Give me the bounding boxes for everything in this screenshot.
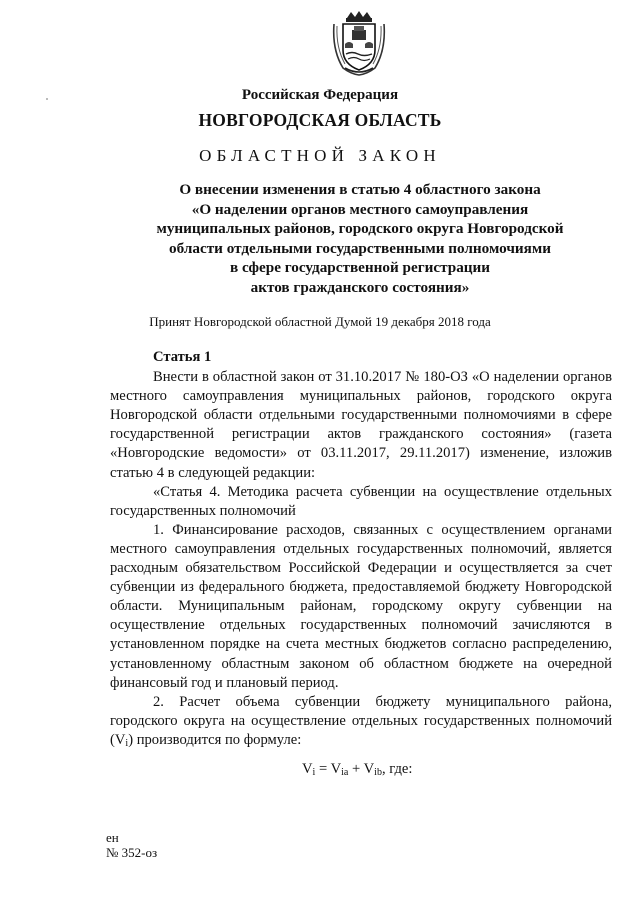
- footer-initials: ен: [106, 830, 119, 845]
- law-type: ОБЛАСТНОЙ ЗАКОН: [199, 146, 441, 165]
- formula-lhs-sub: i: [312, 766, 316, 778]
- region-name: НОВГОРОДСКАЯ ОБЛАСТЬ: [198, 110, 442, 130]
- title-line: в сфере государственной регистрации: [229, 259, 491, 276]
- title-line: муниципальных районов, городского округа Новгородской: [156, 220, 564, 237]
- formula-term2-sub: ib: [374, 766, 382, 778]
- adoption-note: Принят Новгородской областной Думой 19 декабря 2018 года: [149, 314, 491, 329]
- article-body: [110, 348, 612, 779]
- formula-plus: + V: [348, 760, 375, 777]
- article-intro: Внести в областной закон от 31.10.2017 № 180-ОЗ «О наделении органов местного самоуправления муниципальных районов, городского округа Новгородской области отдельными государственными полномочиями в сфере государственной регистрации актов гражданского состояния» (газета «Новгородские ведомости» от 03.11.2017, 29.11.2017) изменение, изложив статью 4 в следующей редакции:: [110, 369, 612, 481]
- point-2-end: ) производится по формуле:: [128, 731, 302, 748]
- point-2-text: 2. Расчет объема субвенции бюджету муниципального района, городского округа на осуществление отдельных государственных полномочий (V: [110, 693, 612, 748]
- formula-equals: = V: [315, 760, 342, 777]
- formula-lhs: V: [302, 760, 313, 777]
- title-line: «О наделении органов местного самоуправления: [191, 200, 529, 218]
- title-line: О внесении изменения в статью 4 областного закона: [179, 181, 541, 198]
- formula-tail: , где:: [381, 760, 413, 777]
- country-name: Российская Федерация: [241, 87, 399, 103]
- title-line: актов гражданского состояния»: [250, 278, 470, 296]
- article-heading: Статья 1: [153, 349, 212, 365]
- formula: [110, 760, 612, 779]
- quoted-article-heading: «Статья 4. Методика расчета субвенции на осуществление отдельных государственных полномочий: [110, 483, 612, 519]
- law-title: [110, 180, 610, 297]
- paragraph-point-2: [110, 693, 612, 750]
- footer-number: № 352-оз: [106, 845, 158, 860]
- formula-term1-sub: ia: [341, 766, 349, 778]
- coat-of-arms-icon: [331, 10, 387, 76]
- document-footer: [106, 830, 157, 860]
- point-2-subscript: i: [125, 737, 129, 749]
- title-line: области отдельными государственными полномочиями: [169, 239, 551, 257]
- paragraph-point-1: 1. Финансирование расходов, связанных с осуществлением органами местного самоуправления отдельных государственных полномочий, является расходным обязательством Российской Федерации и осуществляется за счет субвенции из федерального бюджета, предоставляемой бюджету Новгородской области. Муниципальным районам, городскому округу субвенции на осуществление отдельных государственных полномочий зачисляются в установленном порядке на счета местных бюджетов согласно распределению, установленному областным законом об областном бюджете на очередной финансовый год и плановый период.: [110, 521, 612, 691]
